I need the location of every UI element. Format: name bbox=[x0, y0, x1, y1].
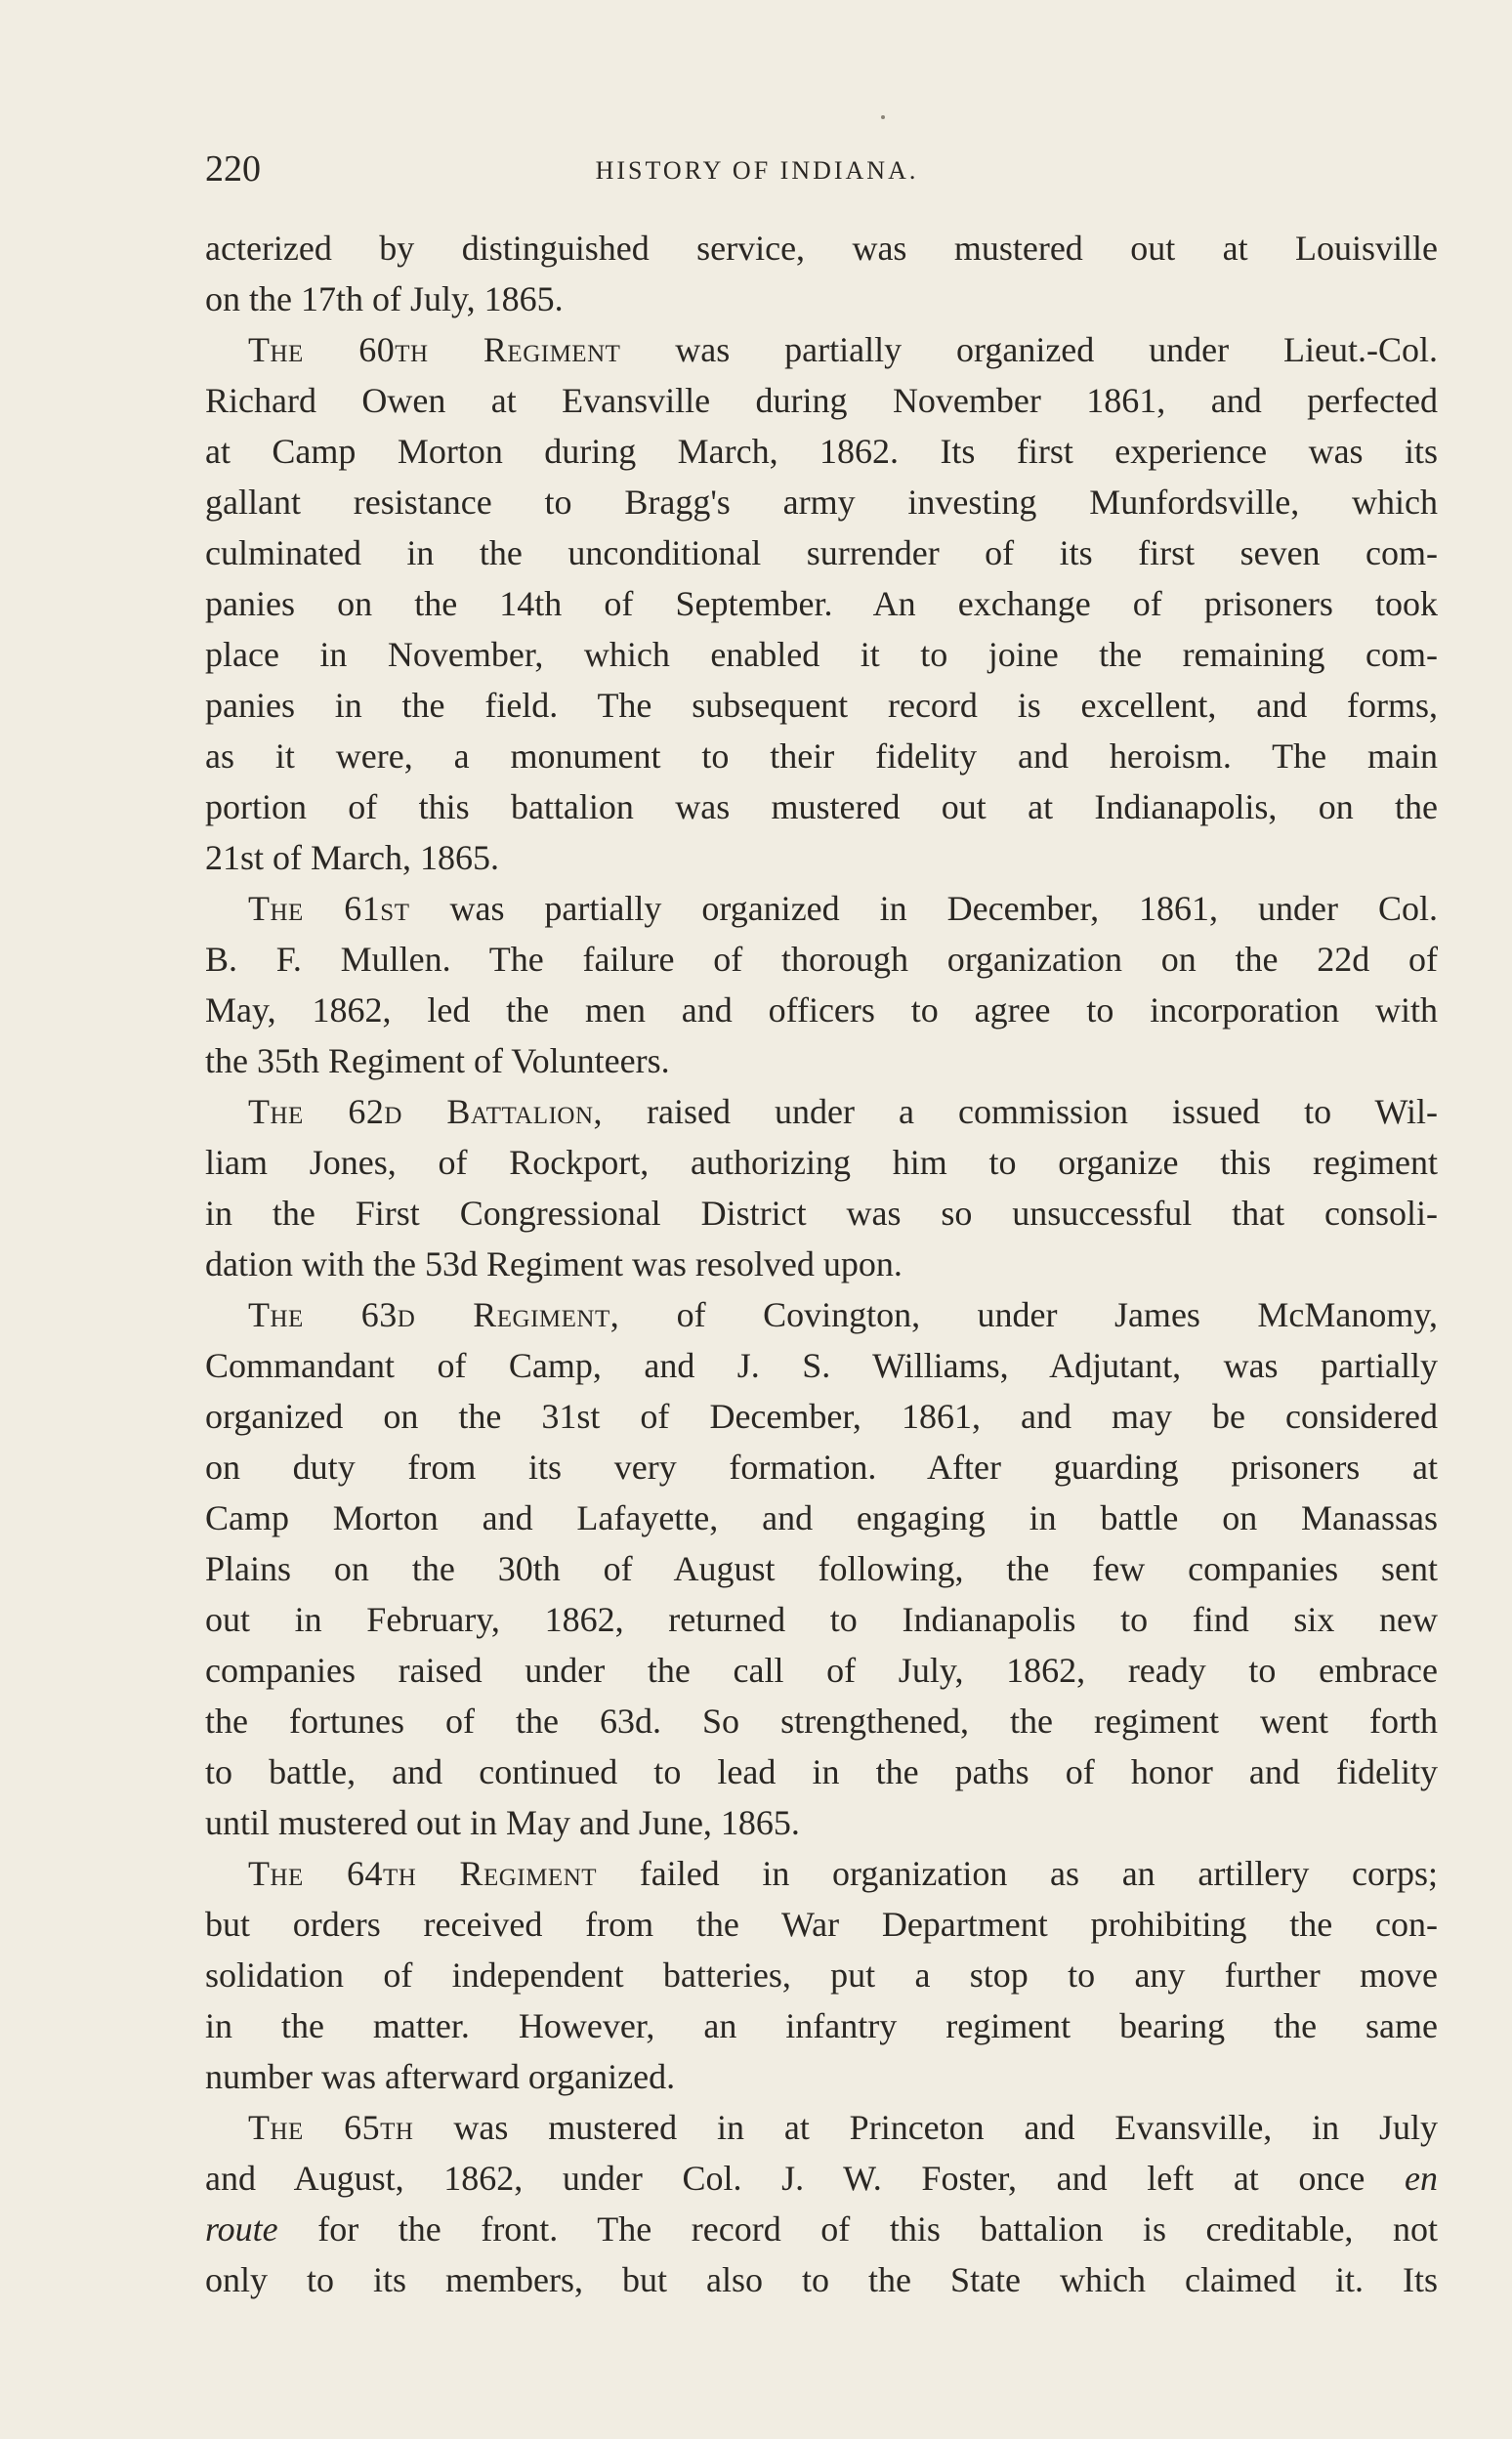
italic-route: route bbox=[205, 2209, 278, 2249]
paragraph-61st-start bbox=[205, 883, 1438, 934]
text-line: in the First Congressional District was so unsuccessful that consoli- bbox=[205, 1194, 1438, 1233]
text-line-with-italic bbox=[205, 2153, 1438, 2204]
text-line: was mustered in at Princeton and Evansville, in July bbox=[453, 2108, 1439, 2147]
text-line: dation with the 53d Regiment was resolved upon. bbox=[205, 1244, 903, 1283]
text-line: failed in organization as an artillery corps; bbox=[639, 1854, 1438, 1893]
paragraph-64th-start bbox=[205, 1848, 1438, 1899]
regiment-heading: The 65th bbox=[248, 2108, 414, 2147]
regiment-heading: The 63d Regiment, bbox=[248, 1295, 620, 1334]
text-line: on duty from its very formation. After guarding prisoners at bbox=[205, 1448, 1438, 1487]
running-head: HISTORY OF INDIANA. bbox=[595, 156, 919, 185]
paragraph-65th-start bbox=[205, 2102, 1438, 2153]
text-line: place in November, which enabled it to joine the remaining com- bbox=[205, 635, 1438, 674]
text-line: only to its members, but also to the State which claimed it. Its bbox=[205, 2260, 1438, 2299]
text-line: panies in the field. The subsequent record is excellent, and forms, bbox=[205, 686, 1438, 725]
text-line: 21st of March, 1865. bbox=[205, 838, 499, 877]
text-line: the 35th Regiment of Volunteers. bbox=[205, 1041, 670, 1080]
paragraph-62d-start bbox=[205, 1086, 1438, 1137]
text-line: acterized by distinguished service, was mustered out at Louisville bbox=[205, 229, 1438, 268]
text-line: in the matter. However, an infantry regiment bearing the same bbox=[205, 2006, 1438, 2045]
page-number: 220 bbox=[205, 148, 261, 189]
text-line: portion of this battalion was mustered out at Indianapolis, on the bbox=[205, 787, 1438, 826]
regiment-heading: The 62d Battalion, bbox=[248, 1092, 604, 1131]
regiment-heading: The 61st bbox=[248, 889, 410, 928]
text-line: of Covington, under James McManomy, bbox=[676, 1295, 1439, 1334]
text-line: to battle, and continued to lead in the paths of honor and fidelity bbox=[205, 1752, 1438, 1791]
text-line: companies raised under the call of July, 1862, ready to embrace bbox=[205, 1651, 1438, 1690]
text-line: number was afterward organized. bbox=[205, 2057, 676, 2096]
page-header bbox=[205, 145, 1309, 193]
regiment-heading: The 60th Regiment bbox=[248, 330, 621, 369]
text-line: as it were, a monument to their fidelity and heroism. The main bbox=[205, 736, 1438, 776]
text-line: B. F. Mullen. The failure of thorough organization on the 22d of bbox=[205, 940, 1438, 979]
italic-en: en bbox=[1405, 2159, 1439, 2198]
text-line: but orders received from the War Department prohibiting the con- bbox=[205, 1905, 1438, 1944]
text-line: until mustered out in May and June, 1865. bbox=[205, 1803, 800, 1842]
text-line: May, 1862, led the men and officers to agree to incorporation with bbox=[205, 990, 1438, 1030]
paragraph-63d-start bbox=[205, 1289, 1438, 1340]
body-text bbox=[205, 223, 1438, 2305]
text-line: organized on the 31st of December, 1861, and may be considered bbox=[205, 1397, 1438, 1436]
text-line: Commandant of Camp, and J. S. Williams, Adjutant, was partially bbox=[205, 1346, 1438, 1385]
text-line: solidation of independent batteries, put a stop to any further move bbox=[205, 1955, 1438, 1995]
text-line: liam Jones, of Rockport, authorizing him to organize this regiment bbox=[205, 1143, 1438, 1182]
text-line: Camp Morton and Lafayette, and engaging in battle on Manassas bbox=[205, 1498, 1438, 1537]
text-line: for the front. The record of this battalion is creditable, not bbox=[317, 2209, 1439, 2249]
text-line: Plains on the 30th of August following, the few companies sent bbox=[205, 1549, 1438, 1588]
text-line: out in February, 1862, returned to Indianapolis to find six new bbox=[205, 1600, 1438, 1639]
text-line: raised under a commission issued to Wil- bbox=[647, 1092, 1438, 1131]
text-line: and August, 1862, under Col. J. W. Foster, and left at once bbox=[205, 2159, 1365, 2198]
regiment-heading: The 64th Regiment bbox=[248, 1854, 598, 1893]
text-line: the fortunes of the 63d. So strengthened, the regiment went forth bbox=[205, 1702, 1438, 1741]
text-line: was partially organized in December, 1861, under Col. bbox=[449, 889, 1438, 928]
text-line: culminated in the unconditional surrender of its first seven com- bbox=[205, 533, 1438, 572]
paragraph-60th-start bbox=[205, 324, 1438, 375]
text-line: on the 17th of July, 1865. bbox=[205, 279, 564, 318]
text-line: at Camp Morton during March, 1862. Its first experience was its bbox=[205, 432, 1438, 471]
text-line: panies on the 14th of September. An exchange of prisoners took bbox=[205, 584, 1438, 623]
text-line-with-italic bbox=[205, 2204, 1438, 2254]
text-line: gallant resistance to Bragg's army investing Munfordsville, which bbox=[205, 483, 1438, 522]
text-line: Richard Owen at Evansville during November 1861, and perfected bbox=[205, 381, 1438, 420]
text-line: was partially organized under Lieut.-Col. bbox=[675, 330, 1438, 369]
ink-speck bbox=[881, 115, 885, 119]
